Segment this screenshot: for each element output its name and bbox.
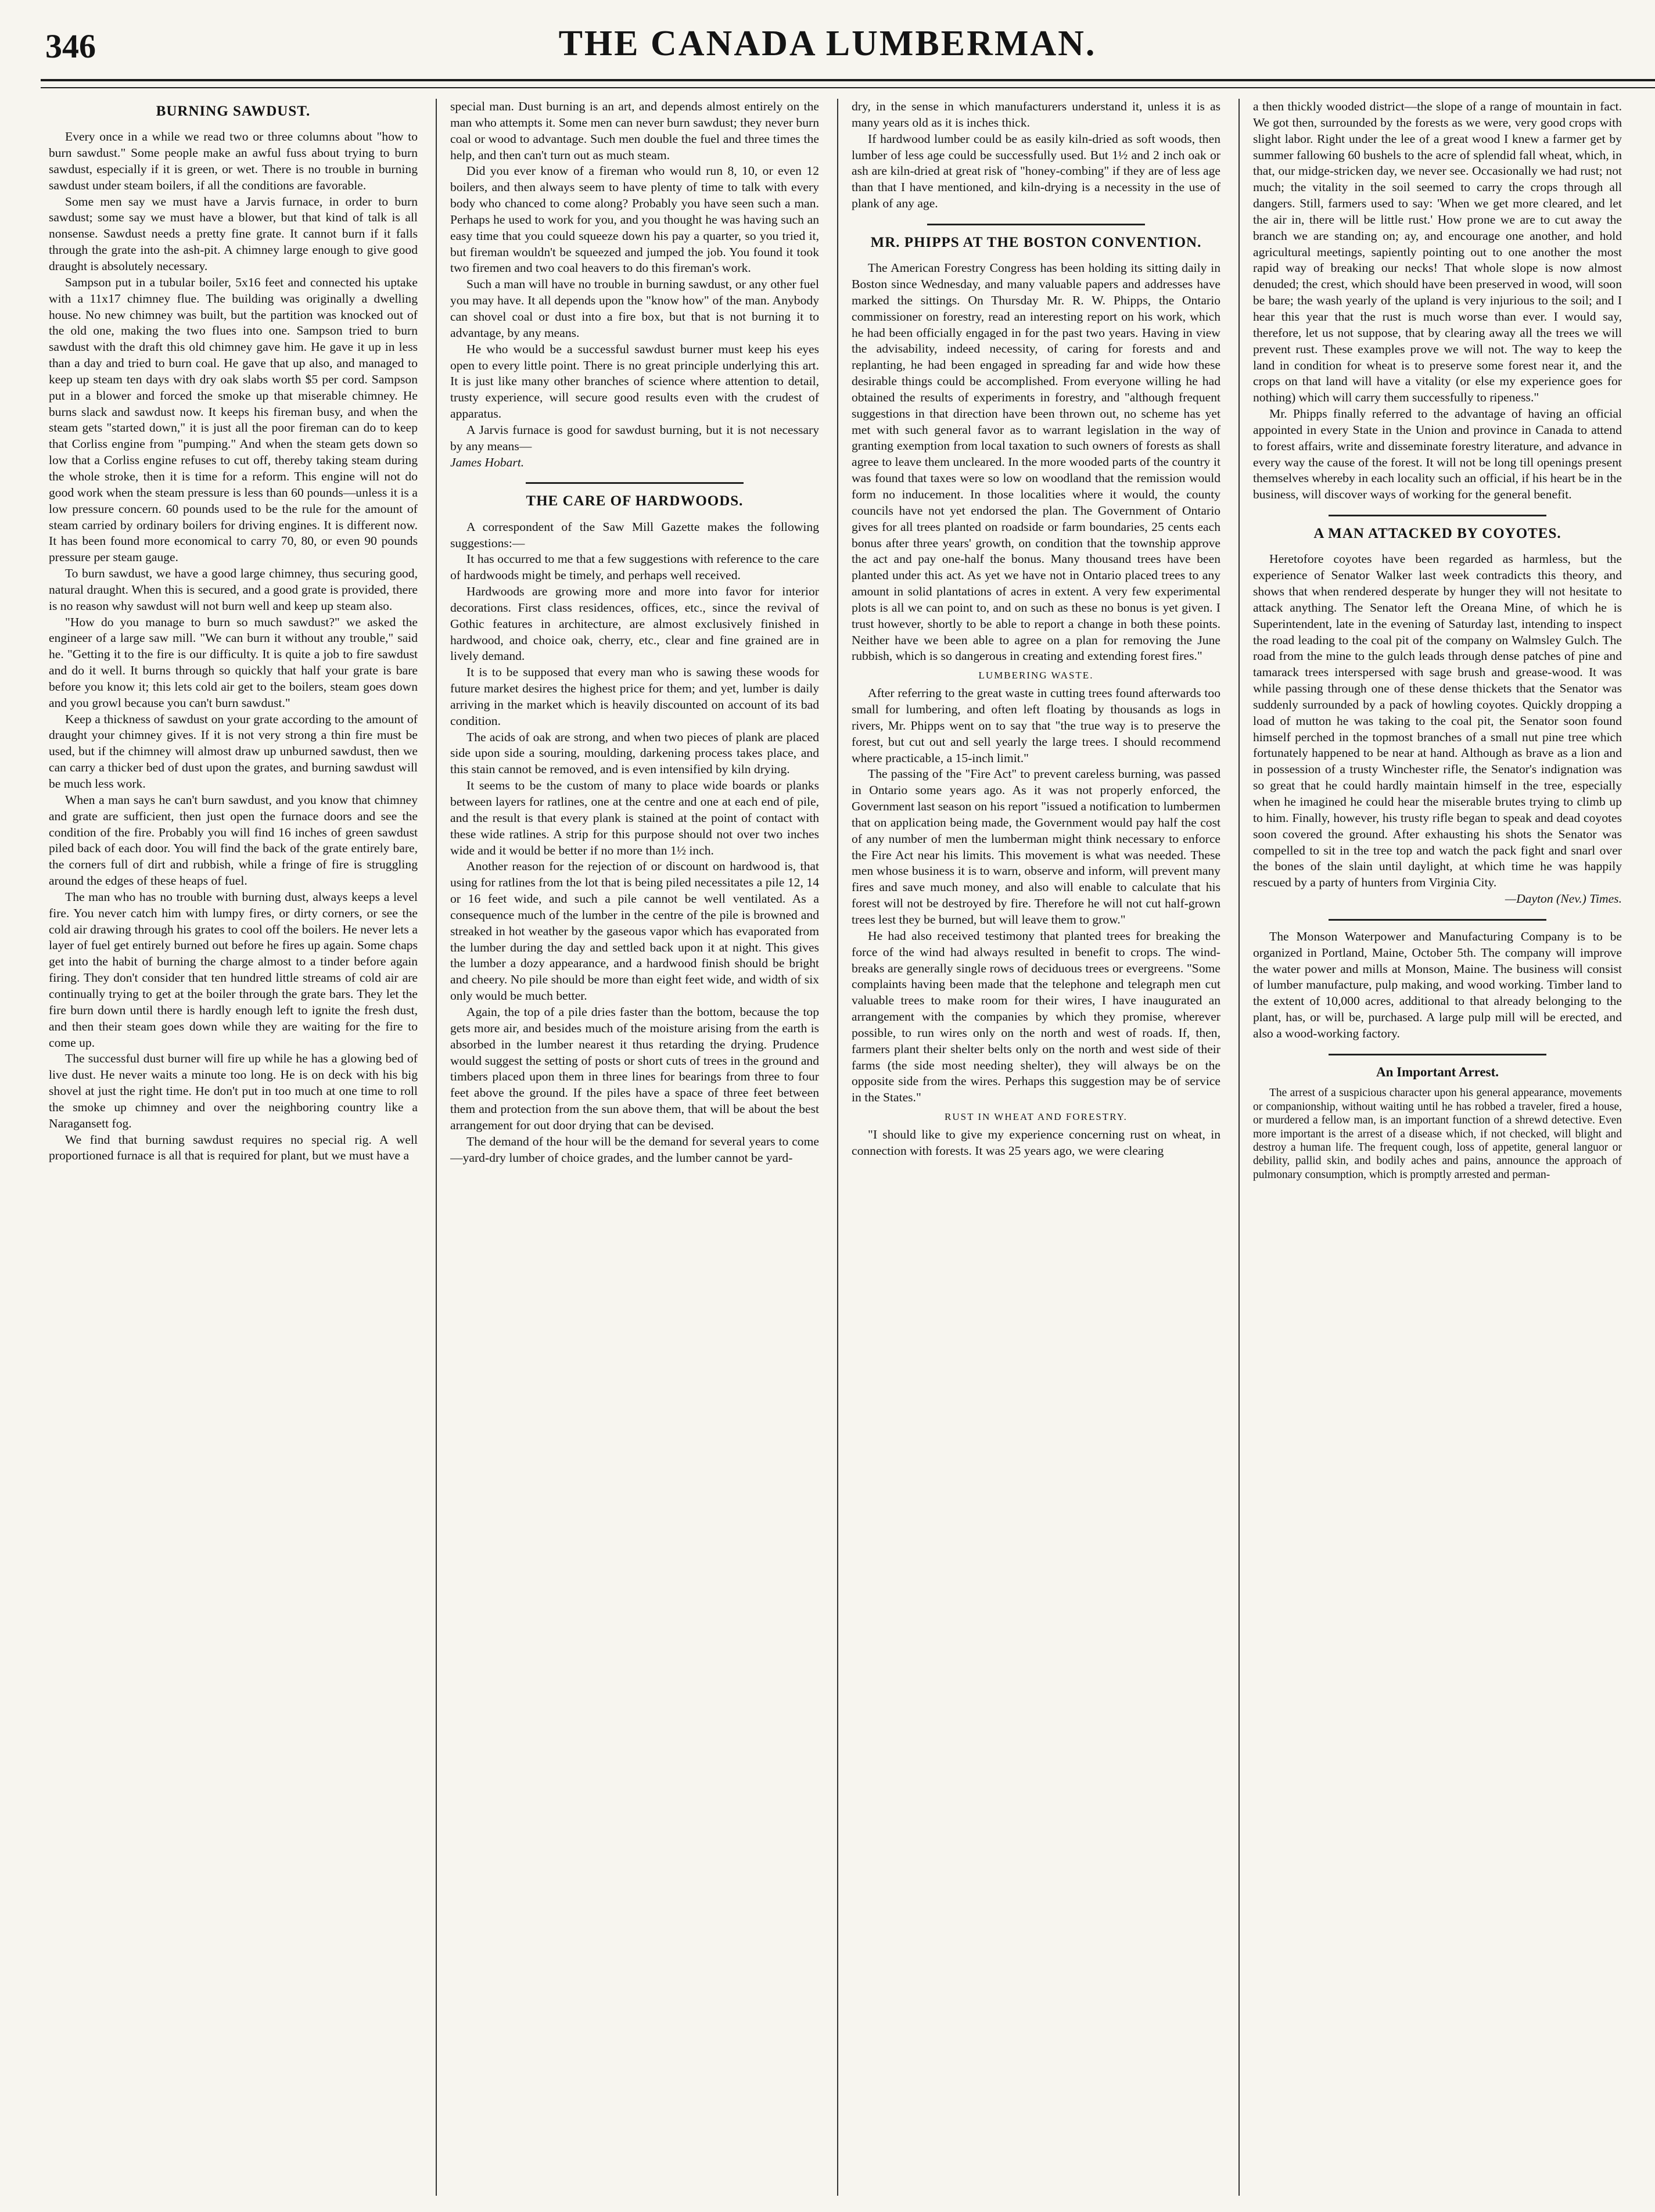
article-paragraph: The Monson Waterpower and Manufacturing Company is to be organized in Portland, Maine, October 5th. The company will improve the water power and mills at Monson, Maine. The business will consist of lumber manufacture, pulp making, and wood working. Timber land to the extent of 10,000 acres, additional to that already belonging to the plant, has, or will be, purchased. A large pulp mill will be erected, and also a wood-working factory. xyxy=(1253,929,1622,1040)
article-divider xyxy=(526,482,744,484)
section-subhead: An Important Arrest. xyxy=(1376,1064,1499,1079)
article-paragraph: Another reason for the rejection of or discount on hardwood is, that using for ratlines from the lot that is being piled necessitates a pile 12, 14 or 16 feet wide, and such a pile cannot be well ventilated. As a consequence much of the lumber in the centre of the pile is browned and streaked in hot weather by the gaseous vapor which has evaporated from the lumber during the day and settled back upon it at night. This gives the lumber a dozy appearance, and a hardwood finish should be bright and cheery. No pile should be more than eight feet wide, and width of six only would be much better. xyxy=(450,859,819,1003)
article-paragraph: It is to be supposed that every man who is sawing these woods for future market desires the highest price for them; and yet, lumber is daily arriving in the market which is heavily discounted on account of its bad condition. xyxy=(450,665,819,728)
article-paragraph: He had also received testimony that planted trees for breaking the force of the wind had always resulted in benefit to crops. The wind-breaks are generally single rows of deciduous trees or evergreens. "Some complaints having been made that the telephone and telegraph men cut valuable trees to make room for their wires, I have inaugurated an arrangement with the companies by which they promise, wherever possible, to run wires only on the north and west of roads. If, then, farmers plant their shelter belts only on the north and west side of their farms (the side most needing shelter), they will always be on the opposite side from the wires. Perhaps this suggestion may be of service in the States." xyxy=(852,928,1220,1105)
article-paragraph: Sampson put in a tubular boiler, 5x16 feet and connected his uptake with a 11x17 chimney flue. The building was originally a dwelling house. No new chimney was built, but the partition was knocked out of the old one, making the two flues into one. Sampson tried to burn sawdust with the draft this old chimney gave him. He gave it up in less than a day and tried to burn coal. He gave that up also, and managed to keep up steam ten days with dry oak slabs worth $5 per cord. Sampson put in a blower and forced the smoke up that miserable chimney. He burns slack and sawdust now. It keeps his fireman busy, and when the steam gets "started down," it is just all the poor fireman can do to keep that Corliss engine from "pumping." And when the steam gets down so low that a Corliss engine refuses to cut off, thereby taking steam during the whole stroke, then it is time for a reform. This engine will not do good work when the steam pressure is less than 60 pounds—unless it is a low pressure concern. 60 pounds used to be the rule for the amount of steam carried by ordinary boilers for driving engines. It is different now. It has been found more economical to carry 70, 80, or even 90 pounds pressure per steam gauge. xyxy=(49,275,418,565)
article-paragraph: To burn sawdust, we have a good large chimney, thus securing good, natural draught. When this is secured, and a good grate is provided, there is no reason why sawdust will not burn well and keep up steam also. xyxy=(49,566,418,613)
article-signature: James Hobart. xyxy=(450,455,525,469)
article-headline: A MAN ATTACKED BY COYOTES. xyxy=(1313,526,1561,542)
article-headline: BURNING SAWDUST. xyxy=(156,103,311,119)
article-paragraph: We find that burning sawdust requires no special rig. A well proportioned furnace is all that is required for plant, but we must have a xyxy=(49,1132,418,1163)
article-paragraph: The passing of the "Fire Act" to prevent careless burning, was passed in Ontario some years ago. As it was not properly enforced, the Government last season on his report "issued a notification to lumbermen that on application being made, the Government would pay half the cost of any number of men the lumberman might think necessary to enforce the Fire Act near his limits. This movement is what was needed. These men whose business it is to warn, observe and inform, will prevent many fires and save much money, and also will enable to calculate that his forest will not be destroyed by fire. Therefore he will not cut half-grown trees lest they be burned, but will leave them to grow." xyxy=(852,767,1220,927)
header-rule-thin xyxy=(41,87,1655,88)
article-paragraph: The American Forestry Congress has been holding its sitting daily in Boston since Wednesday, and many valuable papers and addresses have marked the sittings. On Thursday Mr. R. W. Phipps, the Ontario commissioner on forestry, read an interesting report on his work, which he had been officially engaged in for the past two years. Having in view the advisability, indeed necessity, of caring for forests and and replanting, he had been engaged in spreading far and wide how these desirable things could be accomplished. From everyone willing he had obtained the results of experiments in forestry, and "although frequent suggestions in that direction have been thrown out, no scheme has yet met with such general favor as to warrant legislation in the way of granting exemption from local taxation to such owners of forests as shall agree to leave them uncleared. In the more wooded parts of the country it was found that taxes were so low on woodland that the remission would form no inducement. In those localities where it would, the county councils have not yet endorsed the plan. The Government of Ontario gives for all trees planted on roadside or farm boundaries, 25 cents each bonus after three years' growth, on condition that the township approve the act and pay one-half the bonus. Many thousand trees have been planted under this act. As yet we have not in Ontario placed trees to any amount in solid plantations of acres in extent. A very few experimental plots is all we can point to, and on such as these no bonus is yet given. I trust however, shortly to be able to report a change in both these points. Neither have we been able to agree on a plan for removing the June rubbish, which is so dangerous in creating and extending forest fires." xyxy=(852,261,1220,663)
article-paragraph: Heretofore coyotes have been regarded as harmless, but the experience of Senator Walker last week contradicts this theory, and shows that when rendered desperate by hunger they will not hesitate to attack anything. The Senator left the Oreana Mine, of which he is Superintendent, late in the evening of Saturday last, intending to inspect the road leading to the coal pit of the company on Walmsley Gulch. The road from the mine to the gulch leads through dense patches of pine and tamarack trees interspersed with sage brush and grease-wood. It was while passing through one of these dense thickets that the Senator was suddenly surrounded by a pack of howling coyotes. Quickly dropping a load of mutton he was taking to the coal pit, the Senator soon found himself perched in the topmost branches of a small nut pine tree which fortunately happened to be near at hand. Although as brave as a lion and in possession of a trusty Winchester rifle, the Senator's indignation was so great that he could hardly maintain himself in the tree, especially when he imagined he could hear the miserable brutes trying to climb up to him. Finally, however, his trusty rifle began to speak and dead coyotes soon covered the ground. After exhausting his shots the Senator was compelled to sit in the tree top and watch the pack fight and snarl over the bones of the slain until daylight, at which time he was happily rescued by a party of hunters from Virginia City. xyxy=(1253,552,1622,890)
article-paragraph: Did you ever know of a fireman who would run 8, 10, or even 12 boilers, and then always seem to have plenty of time to talk with every body who chanced to come along? Probably you have seen such a man. Perhaps he used to work for you, and you thought he was having such an easy time that you could squeeze down his pay a quarter, so you tried it, but fireman wouldn't be squeezed and jumped the job. You found it took two firemen and two coal heavers to do this fireman's work. xyxy=(450,164,819,275)
article-headline: MR. PHIPPS AT THE BOSTON CONVENTION. xyxy=(870,234,1202,250)
article-paragraph: Again, the top of a pile dries faster than the bottom, because the top gets more air, and besides much of the moisture arising from the earth is absorbed in the lumber nearest it thus retarding the drying. Prudence would suggest the setting of posts or short cuts of trees in the ground and timbers placed upon them in three lines for bearings from three to four feet above the ground. If the piles have a space of three feet between them and protection from the sun above them, that will be about the best arrangement for out door drying that can be devised. xyxy=(450,1004,819,1132)
article-paragraph: a then thickly wooded district—the slope of a range of mountain in fact. We got then, surrounded by the forests as we were, very good crops with slight labor. Right under the lee of a great wood I knew a farmer get by summer fallowing 60 bushels to the acre of splendid fall wheat, which, in that, our midge-stricken day, we never see. Occasionally we had rust; not much; the vitality in the soil seemed to carry the crops through all dangers. Still, farmers used to say: 'When we get more cleared, and let the air in, there will be little rust.' How prone we are to cut away the branch we are standing on; ay, and encourage one another, and hold agricultural meetings, sapiently pointing out to one another the most rapid way of breaking our necks! That whole slope is now almost denuded; the crest, which should have been preserved in wood, will soon be bare; the wash yearly of the upland is very injurious to the soil; and I hear this year that the rust is much worse than ever. I would say, therefore, let us not suppose, that by clearing away all the trees we will prevent rust. These examples prove we will not. The way to keep the land in condition for wheat is to preserve some forest near it, and the crops on that land will have a vitality (or else my experience goes for nothing) which will carry them successfully to ripeness." xyxy=(1253,99,1622,405)
article-paragraph: When a man says he can't burn sawdust, and you know that chimney and grate are sufficient, then just open the furnace doors and see the condition of the fire. Probably you will find 16 inches of green sawdust piled back of each door. You will find the back of the grate entirely bare, the corners full of dirt and rubbish, while a fringe of fire is struggling around the edges of these heaps of fuel. xyxy=(49,792,418,888)
article-paragraph: "How do you manage to burn so much sawdust?" we asked the engineer of a large saw mill. "We can burn it without any trouble," said he. "Getting it to the fire is our difficulty. It is quite a job to fire sawdust and do it well. It burns through so quickly that half your grate is bare before you know it; this lets cold air get to the boilers, steam goes down and you growl because you can't burn sawdust." xyxy=(49,615,418,710)
article-paragraph: It has occurred to me that a few suggestions with reference to the care of hardwoods might be timely, and perhaps well received. xyxy=(450,552,819,583)
article-divider xyxy=(1329,1054,1546,1055)
article-credit: —Dayton (Nev.) Times. xyxy=(1505,892,1622,906)
article-headline: THE CARE OF HARDWOODS. xyxy=(526,493,744,509)
column-2 xyxy=(450,99,819,2202)
article-paragraph: special man. Dust burning is an art, and depends almost entirely on the man who attempts it. Some men can never burn sawdust; they never burn coal or wood to advantage. Such men double the fuel and three times the help, and then can't turn out as much steam. xyxy=(450,99,819,162)
article-paragraph: Keep a thickness of sawdust on your grate according to the amount of draught your chimney gives. If it is not very strong a thin fire must be used, but if the chimney will almost draw up unburned sawdust, then we can carry a thicker bed of dust upon the grates, and burning sawdust will be much less work. xyxy=(49,712,418,791)
column-1 xyxy=(49,99,418,2202)
article-divider xyxy=(1329,919,1546,921)
column-3 xyxy=(852,99,1220,2202)
header-rule xyxy=(41,79,1655,81)
column-divider xyxy=(436,99,437,2196)
article-paragraph: A correspondent of the Saw Mill Gazette makes the following suggestions:— xyxy=(450,519,819,550)
article-paragraph: It seems to be the custom of many to place wide boards or planks between layers for ratlines, one at the centre and one at each end of pile, and the result is that every plank is stained at the point of contact with these wide ratlines. A strip for this purpose should not over two inches wide and it would be better if no more than 1½ inch. xyxy=(450,778,819,857)
article-paragraph: Such a man will have no trouble in burning sawdust, or any other fuel you may have. It all depends upon the "know how" of the man. Anybody can shovel coal or dust into a fire box, but that is not burning it to advantage, by any means. xyxy=(450,277,819,340)
article-paragraph: If hardwood lumber could be as easily kiln-dried as soft woods, then lumber of less age could be successfully used. But 1½ and 2 inch oak or ash are kiln-dried at great risk of "honey-combing" if they are of less age than that I have mentioned, and kiln-drying is a necessity in the use of plank of any age. xyxy=(852,131,1220,211)
article-paragraph: dry, in the sense in which manufacturers understand it, unless it is as many years old as it is inches thick. xyxy=(852,99,1220,130)
article-paragraph: Mr. Phipps finally referred to the advantage of having an official appointed in every State in the Union and province in Canada to attend to forest affairs, write and disseminate forestry literature, and advance in every way the cause of the forest. It will not be long till openings present themselves whereby in each locality such an official, if his heart be in the business, will discover ways of working for the general benefit. xyxy=(1253,407,1622,502)
article-paragraph: The successful dust burner will fire up while he has a glowing bed of live dust. He never waits a minute too long. He is on deck with his big shovel at just the right time. He don't put in too much at one time to roll the smoke up chimney and over the neighboring country like a Naragansett fog. xyxy=(49,1051,418,1130)
section-subhead: RUST IN WHEAT AND FORESTRY. xyxy=(945,1111,1128,1123)
article-paragraph: "I should like to give my experience concerning rust on wheat, in connection with forests. It was 25 years ago, we were clearing xyxy=(852,1127,1220,1158)
article-paragraph: A Jarvis furnace is good for sawdust burning, but it is not necessary by any means— xyxy=(450,422,819,453)
column-4 xyxy=(1253,99,1622,2202)
article-paragraph: The man who has no trouble with burning dust, always keeps a level fire. You never catch him with lumpy fires, or dirty corners, or see the cold air drawing through his grates to cool off the boilers. He never lets a layer of fuel get entirely burned out before he fires up again. Some chaps get into the habit of burning the charge almost to a tinder before again firing. They don't consider that ten hundred little streams of cold air are continually trying to get at the boiler through the grate bars. They let the fire burn down until there is hardly enough left to ignite the fresh dust, and then their steam goes down while they are waiting for the fire to come up. xyxy=(49,889,418,1050)
article-paragraph: After referring to the great waste in cutting trees found afterwards too small for lumbering, and often left floating by thousands as logs in rivers, Mr. Phipps went on to say that "the true way is to preserve the forest, but cut out and sell yearly the large trees. I should recommend where practicable, a 15-inch limit." xyxy=(852,686,1220,765)
article-paragraph: Hardwoods are growing more and more into favor for interior decorations. First class residences, offices, etc., since the revival of Gothic features in architecture, are almost exclusively finished in hardwood, and choice oak, cherry, etc., clear and fine grained are in lively demand. xyxy=(450,584,819,663)
article-divider xyxy=(1329,515,1546,516)
section-subhead: LUMBERING WASTE. xyxy=(978,670,1094,681)
column-divider xyxy=(1238,99,1240,2196)
article-paragraph: The demand of the hour will be the demand for several years to come—yard-dry lumber of choice grades, and the lumber cannot be yard- xyxy=(450,1134,819,1165)
article-divider xyxy=(927,224,1145,225)
article-paragraph: He who would be a successful sawdust burner must keep his eyes open to every little point. There is no great principle underlying this art. It is just like many other branches of science where attention to detail, trusty experience, will secure good results even with the crudest of apparatus. xyxy=(450,342,819,421)
article-paragraph: The acids of oak are strong, and when two pieces of plank are placed side upon side a souring, moulding, darkening process takes place, and this stain cannot be removed, and is even intensified by kiln drying. xyxy=(450,730,819,777)
page-number: 346 xyxy=(45,27,96,65)
article-paragraph: The arrest of a suspicious character upon his general appearance, movements or companionship, without waiting until he has robbed a traveler, fired a house, or murdered a fellow man, is an important function of a shrewd detective. Even more important is the arrest of a disease which, if not checked, will blight and destroy a human life. The frequent cough, loss of appetite, general languor or debility, pallid skin, and bodily aches and pains, announce the approach of pulmonary consumption, which is promptly arrested and perman- xyxy=(1253,1087,1622,1181)
column-divider xyxy=(837,99,838,2196)
article-paragraph: Every once in a while we read two or three columns about "how to burn sawdust." Some people make an awful fuss about trying to burn sawdust, especially if it is green, or wet. There is no trouble in burning sawdust under steam boilers, if all the conditions are favorable. xyxy=(49,130,418,192)
article-paragraph: Some men say we must have a Jarvis furnace, in order to burn sawdust; some say we must have a blower, but that kind of talk is all nonsense. Sawdust needs a pretty fine grate. It cannot burn if it falls through the grate into the ash-pit. A chimney large enough to give good draught is absolutely necessary. xyxy=(49,194,418,273)
masthead-title: THE CANADA LUMBERMAN. xyxy=(558,24,1097,63)
